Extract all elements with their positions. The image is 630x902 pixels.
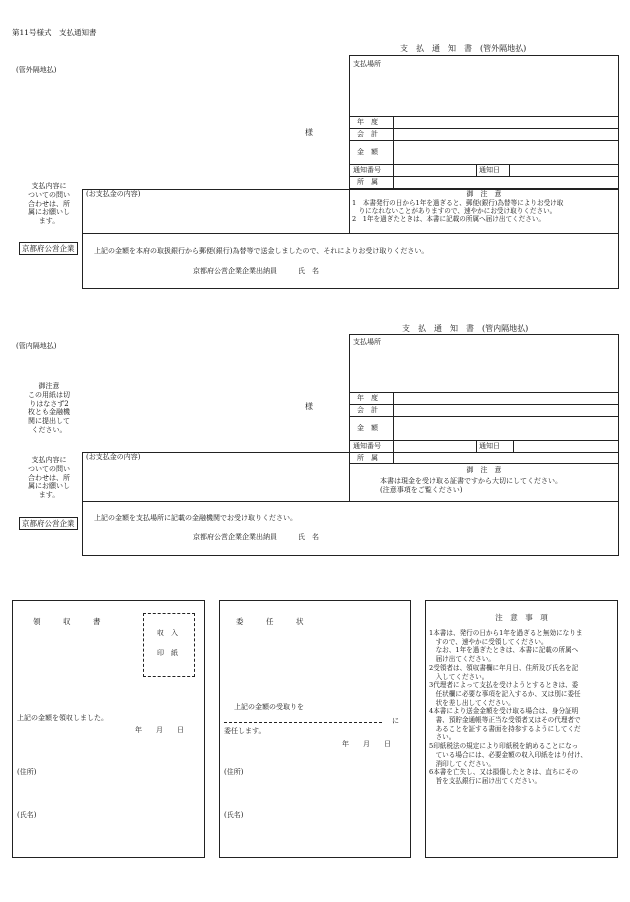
section1-tsuchi-no: 通知番号	[353, 166, 381, 174]
receipt-name: (氏名)	[17, 811, 37, 819]
form-number: 第11号様式 支払通知書	[12, 28, 97, 37]
receipt-stamp-line1: 収 入	[157, 629, 178, 637]
section2-caution-side: 御注意 この用紙は切 りはなさず2 枚とも金融機 関に提出して ください。	[28, 382, 70, 434]
section2-side-label: (管内隔地払)	[16, 342, 57, 350]
notes-title: 注 意 事 項	[495, 613, 548, 622]
section1-nendo: 年 度	[357, 118, 378, 126]
receipt-title: 領 収 書	[33, 617, 101, 626]
section1-notice-body: 1 本書発行の日から1年を過ぎると、郵便(銀行)為替等によりお受け取 りになれないことがありますので、速やかにお受け取りください。 2 1年を過ぎたときは、本書に記載の所属へ届け出てください。	[352, 199, 564, 224]
section2-shozoku: 所 属	[357, 454, 378, 462]
revenue-stamp-area	[143, 613, 195, 677]
section2-tsuchi-bi: 通知日	[479, 442, 500, 450]
section1-message: 上記の金額を本府の取扱銀行から郵便(銀行)為替等で送金しましたので、それによりお受け取りください。	[94, 247, 429, 255]
section2-message: 上記の金額を支払場所に記載の金融機関でお受け取りください。	[94, 514, 297, 522]
section1-notice-title: 御 注 意	[466, 190, 502, 198]
section2-content-label: (お支払金の内容)	[86, 453, 141, 461]
section1-signer: 京都府公営企業企業出納員 氏 名	[193, 267, 319, 275]
proxy-date: 年 月 日	[342, 740, 391, 748]
receipt-stamp-line2: 印 紙	[157, 649, 178, 657]
proxy-line2: 委任します。	[224, 727, 266, 735]
receipt-text: 上記の金額を領収しました。	[17, 714, 108, 722]
proxy-line1: 上記の金額の受取りを	[234, 703, 304, 711]
section2-nendo: 年 度	[357, 394, 378, 402]
receipt-date: 年 月 日	[135, 726, 184, 734]
section2-pay-place: 支払場所	[353, 338, 381, 346]
proxy-ni: に	[392, 717, 399, 725]
section2-title: 支 払 通 知 書 (管内隔地払)	[402, 324, 529, 333]
section1-shozoku: 所 属	[357, 178, 378, 186]
proxy-name: (氏名)	[224, 811, 244, 819]
section1-kaikei: 会 計	[357, 130, 378, 138]
receipt-address: (住所)	[17, 768, 37, 776]
proxy-box	[219, 600, 411, 858]
section2-kingaku: 金 額	[357, 424, 378, 432]
section2-inquiry: 支払内容に ついての問い 合わせは、所 属にお願いし ます。	[28, 456, 70, 499]
section1-sama: 様	[305, 128, 313, 137]
receipt-box	[12, 600, 205, 858]
section2-signer: 京都府公営企業企業出納員 氏 名	[193, 533, 319, 541]
notes-body: 1本書は、発行の日から1年を過ぎると無効になりま すので、速やかに受領してください。 なお、1年を過ぎたときは、本書に記載の所属へ 届け出てください。 2受領者は、領収書欄に年月日、住所及び氏名を記 入してください。 3代理者によって支払を受けようとするときは、委 任状欄に必要な事項を記入するか、又は別に委任 状を差し出してください。 4本書により送金金額を受け取る場合は、身分証明 書、預貯金通帳等正当な受領者又はその代理者で あることを証する書面を持参するようにしてくだ さい。 5印紙税法の規定により印紙税を納めることになっ ている場合には、必要金額の収入印紙をはり付け、 消印してください。 6本書を亡失し、又は損傷したときは、直ちにその 旨を支払銀行に届け出てください。	[429, 629, 587, 785]
section1-content-label: (お支払金の内容)	[86, 190, 141, 198]
section2-kaikei: 会 計	[357, 406, 378, 414]
section1-inquiry: 支払内容に ついての問い 合わせは、所 属にお願いし ます。	[28, 182, 70, 225]
section1-title: 支 払 通 知 書 (管外隔地払)	[400, 44, 527, 53]
proxy-address: (住所)	[224, 768, 244, 776]
proxy-agent-line	[224, 722, 382, 723]
section1-side-label: (管外隔地払)	[16, 66, 57, 74]
section2-sama: 様	[305, 402, 313, 411]
section2-notice-body: 本書は現金を受け取る証書ですから大切にしてください。 (注意事項をご覧ください)	[380, 477, 562, 494]
section2-tsuchi-no: 通知番号	[353, 442, 381, 450]
section1-pay-place: 支払場所	[353, 60, 381, 68]
section2-notice-title: 御 注 意	[466, 466, 502, 474]
proxy-title: 委 任 状	[236, 617, 304, 626]
section1-kingaku: 金 額	[357, 148, 378, 156]
section2-stamp: 京都府公営企業	[19, 517, 78, 530]
section1-stamp: 京都府公営企業	[19, 242, 78, 255]
notes-box	[425, 600, 618, 858]
section1-tsuchi-bi: 通知日	[479, 166, 500, 174]
